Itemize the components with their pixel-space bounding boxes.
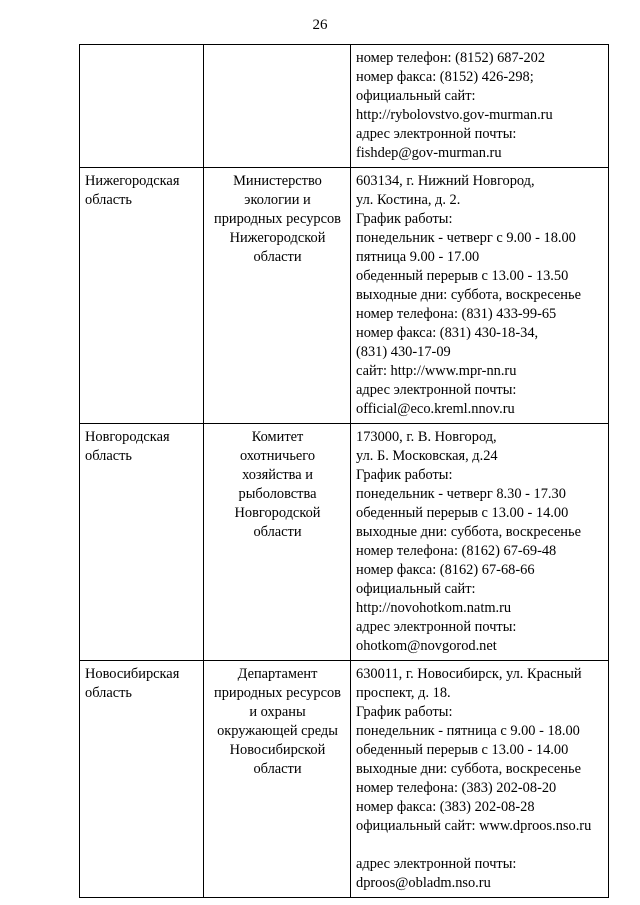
contact-line: выходные дни: суббота, воскресенье bbox=[356, 524, 581, 540]
contact-line: График работы: bbox=[356, 704, 453, 720]
contact-line: выходные дни: суббота, воскресенье bbox=[356, 761, 581, 777]
region-line: Новосибирская bbox=[85, 666, 180, 682]
contact-line: http://novohotkom.natm.ru bbox=[356, 600, 512, 616]
contact-line: номер телефон: (8152) 687-202 bbox=[356, 50, 546, 66]
contact-line: понедельник - четверг с 9.00 - 18.00 bbox=[356, 230, 576, 246]
contact-line: официальный сайт: bbox=[356, 581, 476, 597]
region-cell bbox=[80, 424, 204, 661]
contact-line: пятница 9.00 - 17.00 bbox=[356, 249, 480, 265]
contact-line: номер факса: (383) 202-08-28 bbox=[356, 799, 535, 815]
contact-line: обеденный перерыв с 13.00 - 14.00 bbox=[356, 742, 569, 758]
contact-line: понедельник - пятница с 9.00 - 18.00 bbox=[356, 723, 580, 739]
authority-line: природных ресурсов bbox=[214, 685, 341, 701]
contact-line: dproos@obladm.nso.ru bbox=[356, 875, 491, 891]
contact-line: официальный сайт: www.dproos.nso.ru bbox=[356, 818, 592, 834]
contacts-cell bbox=[351, 45, 609, 168]
contact-line: выходные дни: суббота, воскресенье bbox=[356, 287, 581, 303]
region-cell bbox=[80, 168, 204, 424]
page-number: 26 bbox=[312, 17, 328, 33]
authority-line: Новгородской bbox=[234, 505, 321, 521]
contact-line: ohotkom@novgorod.net bbox=[356, 638, 497, 654]
authority-line: Министерство bbox=[233, 173, 322, 189]
authority-cell bbox=[204, 661, 351, 898]
table-row bbox=[80, 45, 609, 168]
authority-line: области bbox=[253, 524, 302, 540]
contact-line: обеденный перерыв с 13.00 - 13.50 bbox=[356, 268, 569, 284]
contacts-cell bbox=[351, 661, 609, 898]
region-line: область bbox=[85, 192, 132, 208]
contact-line: ул. Б. Московская, д.24 bbox=[356, 448, 498, 464]
authority-line: Нижегородской bbox=[229, 230, 326, 246]
region-line: область bbox=[85, 448, 132, 464]
contact-line: (831) 430-17-09 bbox=[356, 344, 451, 360]
authority-cell bbox=[204, 168, 351, 424]
region-line: Новгородская bbox=[85, 429, 170, 445]
authorities-table bbox=[79, 44, 609, 898]
contact-line: номер факса: (831) 430-18-34, bbox=[356, 325, 539, 341]
table-row bbox=[80, 168, 609, 424]
authority-line: экологии и bbox=[244, 192, 311, 208]
contact-line: сайт: http://www.mpr-nn.ru bbox=[356, 363, 517, 379]
contact-line: адрес электронной почты: bbox=[356, 382, 517, 398]
region-cell bbox=[80, 45, 204, 168]
authority-line: Департамент bbox=[237, 666, 318, 682]
authority-line: и охраны bbox=[249, 704, 306, 720]
contact-line: 630011, г. Новосибирск, ул. Красный bbox=[356, 666, 582, 682]
contact-line: адрес электронной почты: bbox=[356, 856, 517, 872]
table-row bbox=[80, 661, 609, 898]
contact-line: График работы: bbox=[356, 211, 453, 227]
region-cell bbox=[80, 661, 204, 898]
contact-line: fishdep@gov-murman.ru bbox=[356, 145, 502, 161]
contact-line: адрес электронной почты: bbox=[356, 126, 517, 142]
region-line: область bbox=[85, 685, 132, 701]
contact-line: 173000, г. В. Новгород, bbox=[356, 429, 497, 445]
contact-line: номер факса: (8152) 426-298; bbox=[356, 69, 534, 85]
contact-line: номер телефона: (8162) 67-69-48 bbox=[356, 543, 557, 559]
contact-line: номер телефона: (383) 202-08-20 bbox=[356, 780, 557, 796]
contact-line: обеденный перерыв с 13.00 - 14.00 bbox=[356, 505, 569, 521]
region-line: Нижегородская bbox=[85, 173, 180, 189]
contacts-cell bbox=[351, 168, 609, 424]
table-body bbox=[80, 45, 609, 898]
authority-line: Комитет bbox=[251, 429, 304, 445]
contact-line: official@eco.kreml.nnov.ru bbox=[356, 401, 515, 417]
contact-line: проспект, д. 18. bbox=[356, 685, 451, 701]
contact-line: номер телефона: (831) 433-99-65 bbox=[356, 306, 557, 322]
contacts-cell bbox=[351, 424, 609, 661]
authority-line: охотничьего bbox=[239, 448, 316, 464]
contact-line: понедельник - четверг 8.30 - 17.30 bbox=[356, 486, 566, 502]
authority-line: рыболовства bbox=[238, 486, 317, 502]
authority-cell bbox=[204, 45, 351, 168]
contact-line: номер факса: (8162) 67-68-66 bbox=[356, 562, 535, 578]
authority-line: области bbox=[253, 761, 302, 777]
contact-line: ул. Костина, д. 2. bbox=[356, 192, 461, 208]
authority-line: Новосибирской bbox=[229, 742, 326, 758]
authority-line: хозяйства и bbox=[242, 467, 313, 483]
blank-line bbox=[356, 836, 604, 855]
authority-line: природных ресурсов bbox=[214, 211, 341, 227]
contact-line: официальный сайт: bbox=[356, 88, 476, 104]
contact-line: 603134, г. Нижний Новгород, bbox=[356, 173, 535, 189]
contact-line: График работы: bbox=[356, 467, 453, 483]
contact-line: адрес электронной почты: bbox=[356, 619, 517, 635]
contact-line: http://rybolovstvo.gov-murman.ru bbox=[356, 107, 553, 123]
authority-line: области bbox=[253, 249, 302, 265]
authority-cell bbox=[204, 424, 351, 661]
table-row bbox=[80, 424, 609, 661]
authority-line: окружающей среды bbox=[217, 723, 338, 739]
